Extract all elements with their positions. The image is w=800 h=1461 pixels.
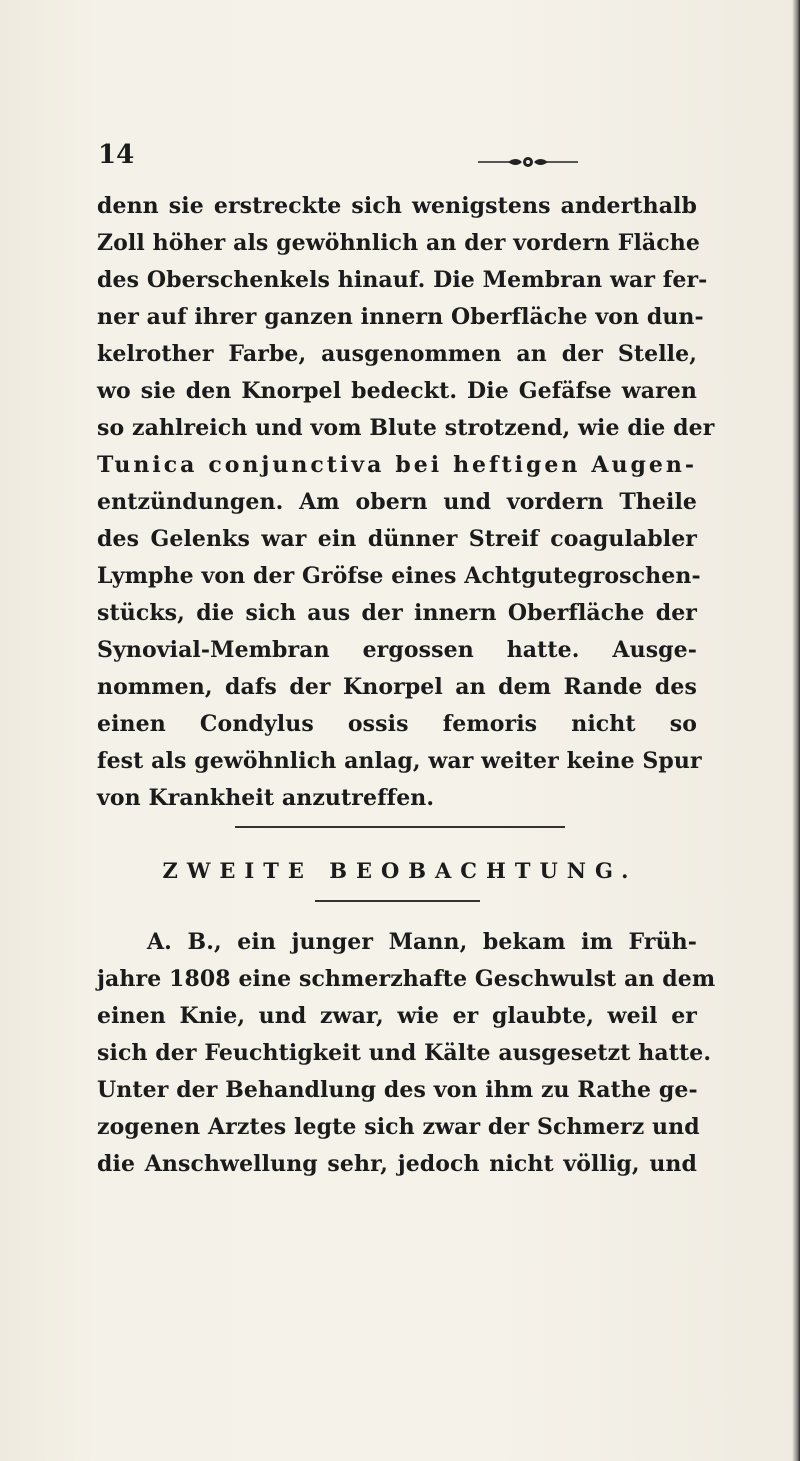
section-rule-bottom <box>315 900 480 902</box>
text-line: entzündungen. Am obern und vordern Theile <box>97 489 697 515</box>
ornament-icon <box>478 155 578 169</box>
text-line: sich der Feuchtigkeit und Kälte ausgesetzt hatte. <box>97 1040 712 1066</box>
page-edge-shadow <box>792 0 800 1461</box>
section-heading: ZWEITE BEOBACHTUNG. <box>162 858 638 883</box>
text-line: so zahlreich und vom Blute strotzend, wie die der <box>97 415 715 441</box>
page-number: 14 <box>98 140 135 170</box>
text-line: stücks, die sich aus der innern Oberfläche der <box>97 600 697 626</box>
text-line: ner auf ihrer ganzen innern Oberfläche von dun- <box>97 304 704 330</box>
text-line: einen Condylus ossis femoris nicht so <box>97 711 697 737</box>
text-line: nommen, dafs der Knorpel an dem Rande des <box>97 674 697 700</box>
text-line: Tunica conjunctiva bei heftigen Augen- <box>97 452 697 478</box>
page-header <box>98 140 698 180</box>
text-line: kelrother Farbe, ausgenommen an der Stelle, <box>97 341 697 367</box>
paragraph-2 <box>97 924 716 1183</box>
text-line: zogenen Arztes legte sich zwar der Schmerz und <box>97 1114 700 1140</box>
section-rule-top <box>235 826 565 828</box>
text-line: Synovial-Membran ergossen hatte. Ausge- <box>97 637 697 663</box>
text-line: von Krankheit anzutreffen. <box>97 785 435 811</box>
text-line: A. B., ein junger Mann, bekam im Früh- <box>147 929 697 955</box>
text-line: einen Knie, und zwar, wie er glaubte, weil er <box>97 1003 697 1029</box>
text-line: fest als gewöhnlich anlag, war weiter keine Spur <box>97 748 702 774</box>
text-line: die Anschwellung sehr, jedoch nicht völlig, und <box>97 1151 697 1177</box>
text-line: Lymphe von der Gröfse eines Achtgutegroschen- <box>97 563 701 589</box>
text-line: des Oberschenkels hinauf. Die Membran war fer- <box>97 267 708 293</box>
text-line: Unter der Behandlung des von ihm zu Rathe ge- <box>97 1077 698 1103</box>
text-line: denn sie erstreckte sich wenigstens anderthalb <box>97 193 697 219</box>
text-line: jahre 1808 eine schmerzhafte Geschwulst an dem <box>97 966 716 992</box>
text-line: des Gelenks war ein dünner Streif coagulabler <box>97 526 697 552</box>
text-line: wo sie den Knorpel bedeckt. Die Gefäfse waren <box>97 378 697 404</box>
text-line: Zoll höher als gewöhnlich an der vordern Fläche <box>97 230 700 256</box>
paragraph-1 <box>97 188 715 817</box>
